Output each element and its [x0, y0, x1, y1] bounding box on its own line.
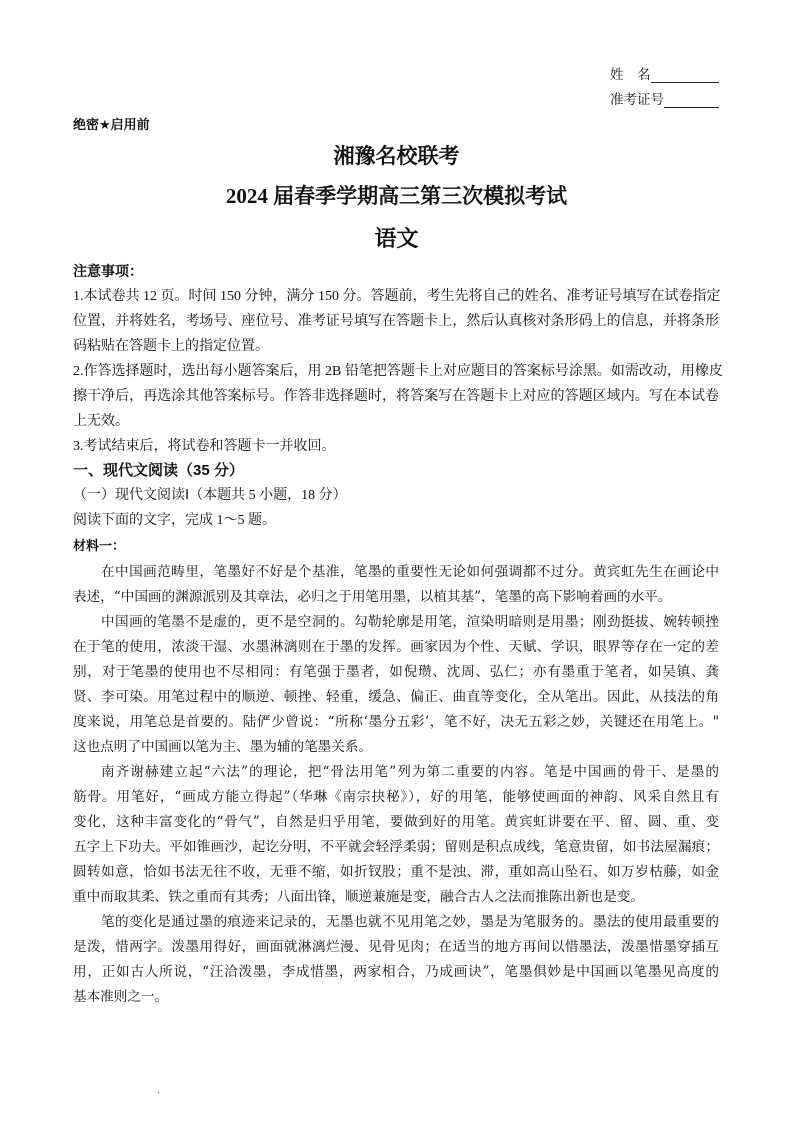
notes-line: 2.作答选择题时，选出每小题答案后，用 2B 铅笔把答题卡上对应题目的答案标号涂黑。如需改动，用橡皮 [73, 364, 723, 379]
notes-line: 位置，并将姓名，考场号、座位号、准考证号填写在答题卡上，然后认真核对条形码上的信息，并将条形 [73, 314, 719, 329]
paragraph-line: 在中国画范畴里，笔墨好不好是个基准，笔墨的重要性无论如何强调都不过分。黄宾虹先生在画论中 [101, 564, 719, 580]
notes-line: 3.考试结束后，将试卷和答题卡一并收回。 [73, 439, 336, 454]
paragraph-line: 圆转如意，恰如书法无往不收，无垂不缩，如折钗股；重不是浊、滞，重如高山坠石、如万岁枯藤，如金 [73, 864, 719, 880]
notes-line: 擦干净后，再选涂其他答案标号。作答非选择题时，将答案写在答题卡上对应的答题区域内。写在本试卷 [73, 389, 719, 404]
paragraph-line: 中国画的笔墨不是虚的，更不是空洞的。勾勒轮廓是用笔，渲染明暗则是用墨；刚劲挺拔、婉转顿挫 [101, 614, 719, 630]
exam-title: 2024 届春季学期高三第三次模拟考试 [225, 184, 568, 208]
reading-instruction: 阅读下面的文字，完成 1～5 题。 [73, 513, 276, 528]
notes-heading: 注意事项： [73, 263, 143, 279]
exam-id-blank[interactable] [664, 93, 719, 108]
paragraph-line: 别，对于笔墨的使用也不尽相同：有笔强于墨者，如倪瓒、沈周、弘仁；亦有墨重于笔者，如吴镇、龚 [73, 664, 719, 680]
paragraph-line: 是泼，惜两字。泼墨用得好，画面就淋漓烂漫、见骨见肉；在适当的地方再间以惜墨法，泼墨惜墨穿插互 [73, 939, 719, 955]
material-label: 材料一： [73, 538, 126, 553]
subject-title: 语文 [374, 226, 419, 251]
paragraph-line: 重中而取其柔、铁之重而有其秀；八面出锋，顺逆兼施是变，融合古人之法而推陈出新也是变。 [73, 889, 644, 905]
name-field[interactable] [610, 63, 719, 83]
exam-id-field[interactable] [610, 88, 719, 108]
page-dot [158, 1092, 159, 1093]
name-label: 姓 名 [610, 67, 651, 82]
paragraph-line: 基本准则之一。 [73, 989, 169, 1005]
paragraph-line: 筋骨。用笔好，“画成方能立得起”（华琳《南宗抉秘》），好的用笔，能够使画面的神韵、风采自然且有 [73, 789, 719, 805]
notes-line: 1.本试卷共 12 页。时间 150 分钟，满分 150 分。答题前，考生先将自己的姓名、准考证号填写在试卷指定 [73, 289, 721, 304]
paragraph-line: 五字上下功夫。平如锥画沙，起讫分明，不平就会轻浮柔弱；留则是积点成线，笔意贵留，如书法屋漏痕； [73, 839, 719, 855]
notes-line: 上无效。 [73, 414, 129, 429]
paragraph-line: 贤、李可染。用笔过程中的顺逆、顿挫、轻重，缓急、偏正、曲直等变化，全从笔出。因此，从技法的角 [73, 689, 719, 705]
exam-organizer-title: 湘豫名校联考 [333, 144, 460, 168]
paragraph-line: 表述，“中国画的渊源派别及其章法，必归之于用笔用墨，以植其基”，笔墨的高下影响着画的水平。 [73, 589, 672, 605]
paragraph-line: 变化，这种丰富变化的“骨气”，自然是归乎用笔，要做到好的用笔。黄宾虹讲要在平、留、圆、重、变 [73, 814, 719, 830]
paragraph-line: 度来说，用笔总是首要的。陆俨少曾说：“所称‘墨分五彩’，笔不好，决无五彩之妙，关键还在用笔上。" [73, 714, 719, 730]
section-heading: 一、现代文阅读（35 分） [73, 462, 244, 479]
paragraph-line: 南齐谢赫建立起“六法”的理论，把“骨法用笔”列为第二重要的内容。笔是中国画的骨干、是墨的 [101, 764, 719, 780]
confidential-mark: 绝密★启用前 [73, 117, 150, 132]
paragraph-line: 用，正如古人所说，“汪洽泼墨，李成惜墨，两家相合，乃成画诀”，笔墨俱妙是中国画以笔墨见高度的 [73, 964, 719, 980]
name-blank[interactable] [651, 68, 719, 83]
exam-id-label: 准考证号 [610, 92, 664, 107]
paragraph-line: 笔的变化是通过墨的痕迹来记录的，无墨也就不见用笔之妙，墨是为笔服务的。墨法的使用最重要的 [101, 914, 719, 930]
notes-line: 码粘贴在答题卡上的指定位置。 [73, 339, 269, 354]
paragraph-line: 这也点明了中国画以笔为主、墨为辅的笔墨关系。 [73, 739, 373, 755]
paragraph-line: 在于笔的使用，浓淡干湿、水墨淋漓则在于墨的发挥。画家因为个性、天赋、学识，眼界等存在一定的差 [73, 639, 719, 655]
subsection-heading: （一）现代文阅读Ⅰ（本题共 5 小题，18 分） [73, 488, 347, 503]
